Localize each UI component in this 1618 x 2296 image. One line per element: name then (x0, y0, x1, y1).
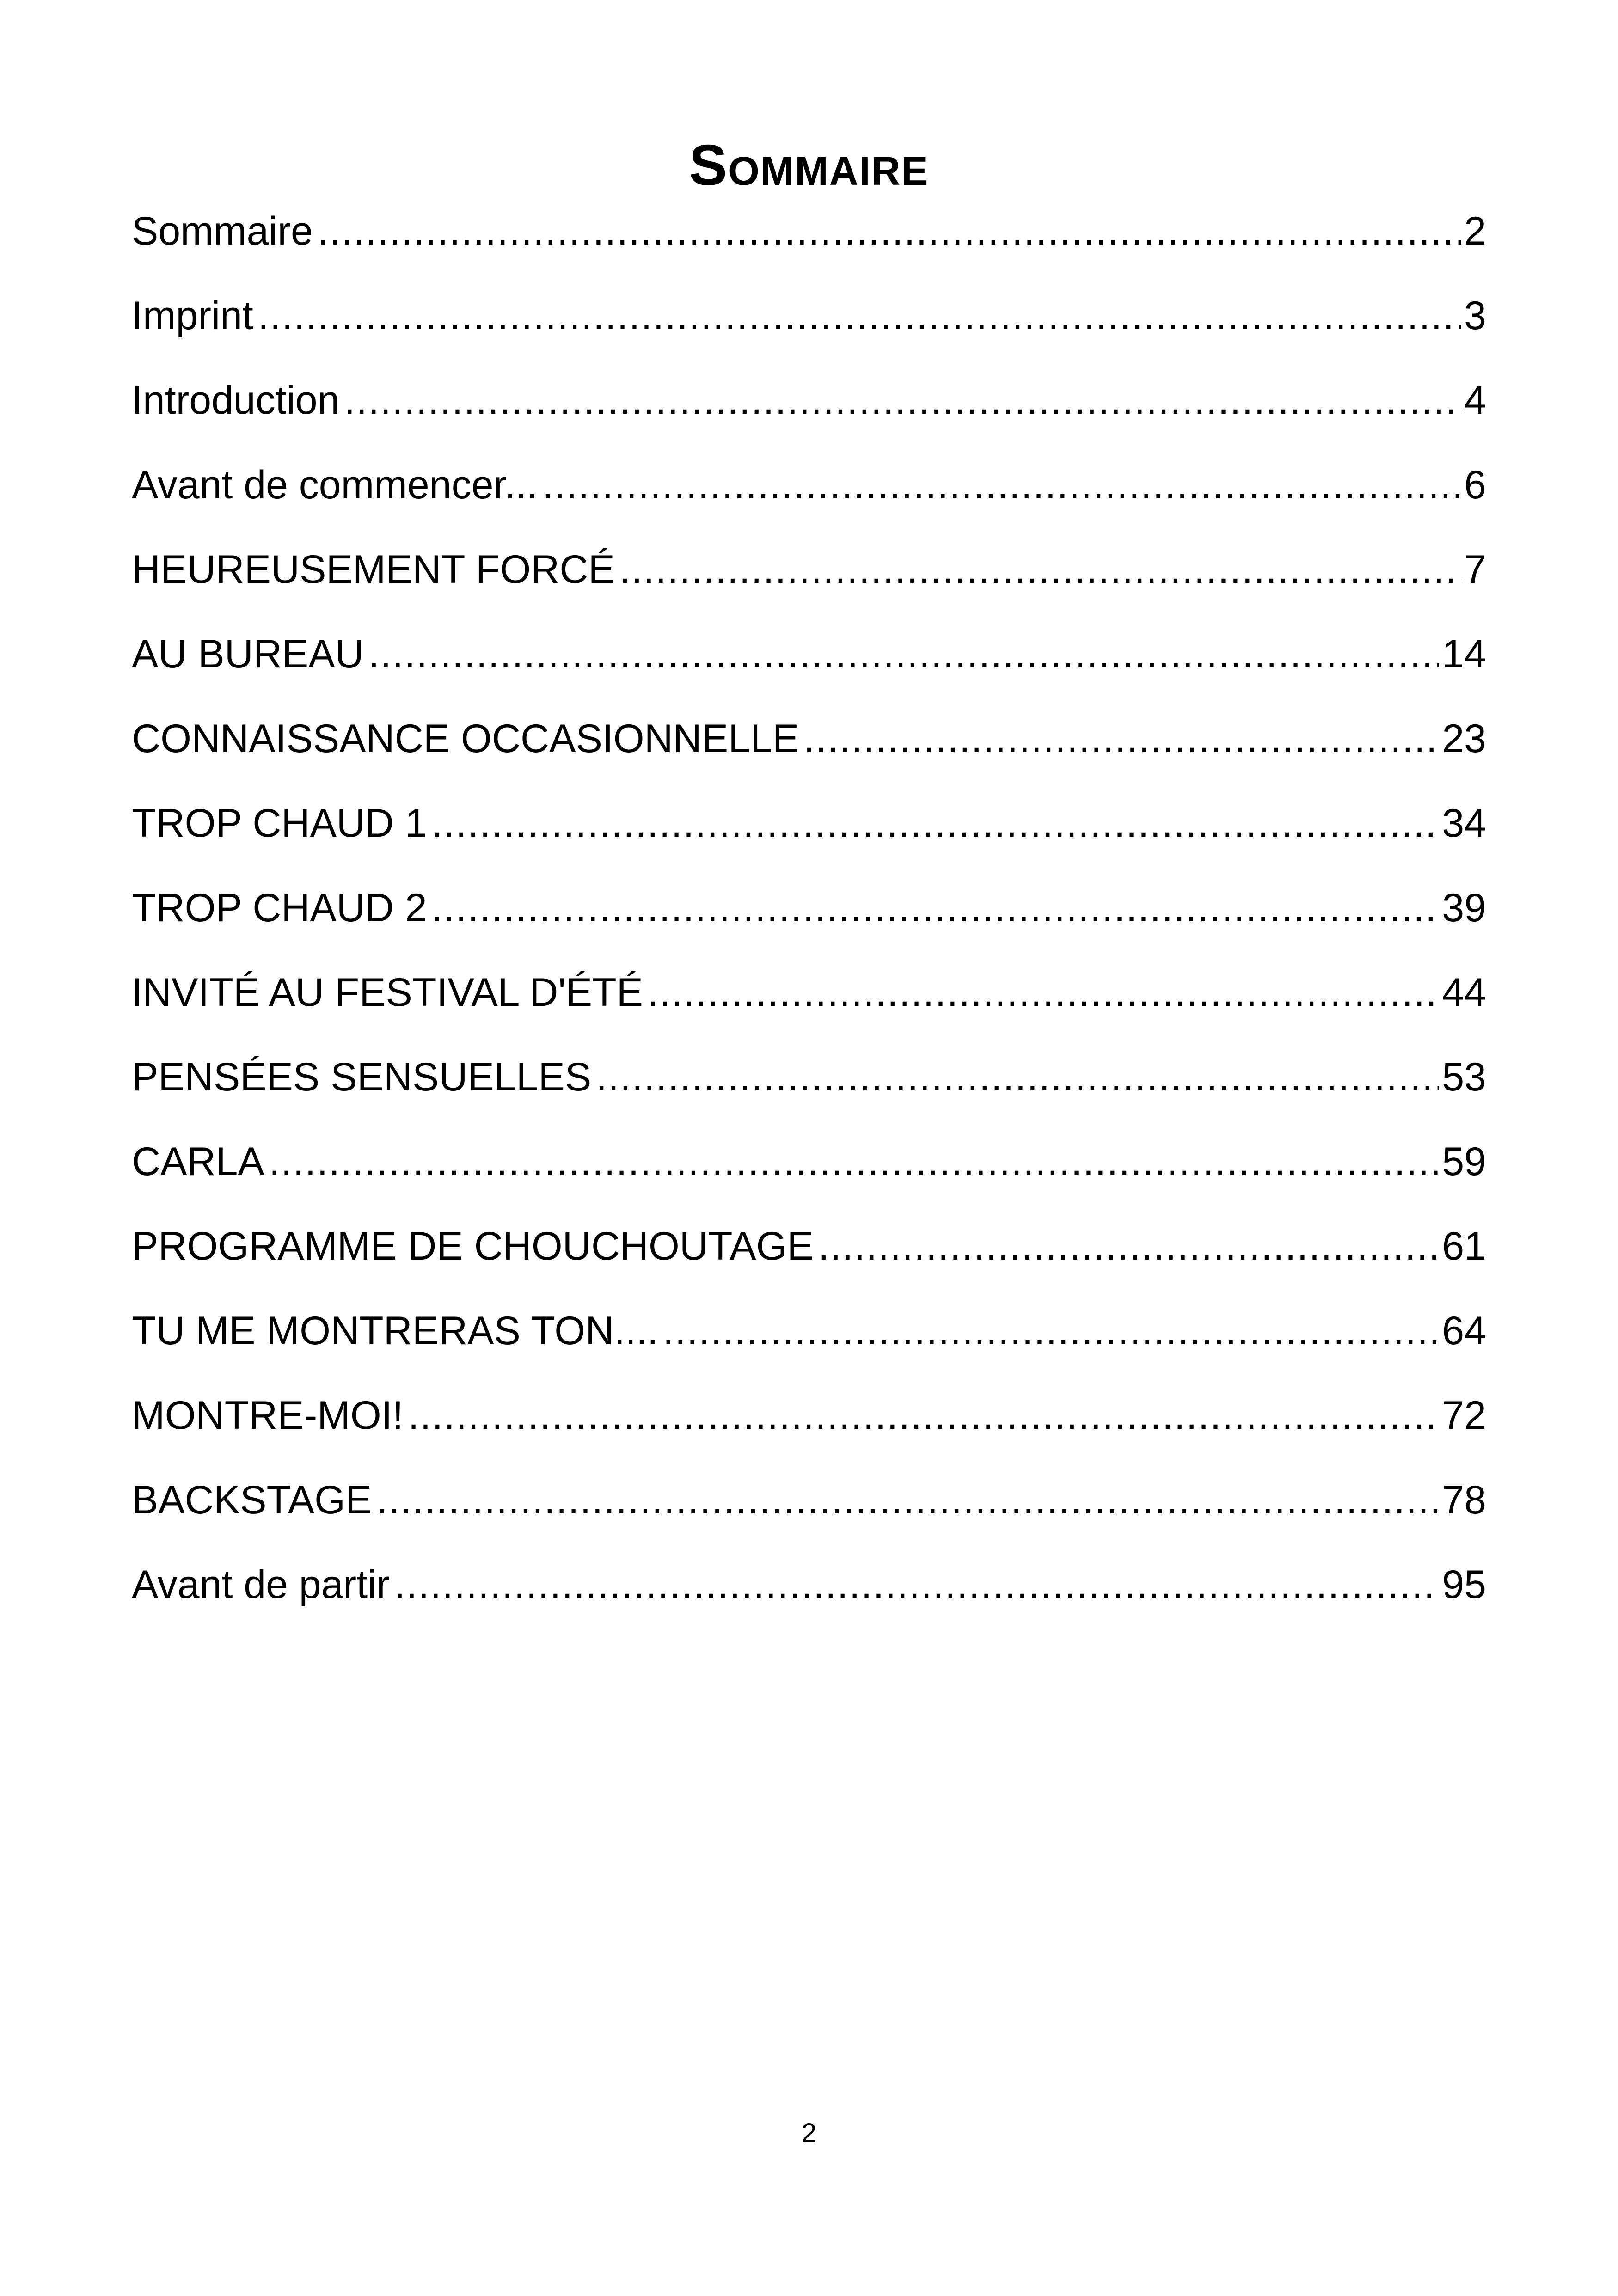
dot-leader (258, 279, 1461, 353)
toc-entry-page: 95 (1442, 1562, 1486, 1607)
toc-entry-introduction[interactable] (132, 363, 1486, 448)
dot-leader (318, 194, 1461, 268)
toc-entry-label: Sommaire (132, 209, 313, 253)
toc-entry-trop-chaud-1[interactable] (132, 786, 1486, 871)
toc-entry-programme-de-chouchoutage[interactable] (132, 1209, 1486, 1294)
dot-leader (619, 533, 1461, 606)
toc-entry-label: Imprint (132, 294, 253, 338)
dot-leader (344, 363, 1461, 437)
toc-entry-page: 34 (1442, 801, 1486, 845)
toc-entry-page: 3 (1464, 294, 1486, 338)
toc-entry-label: Avant de partir (132, 1562, 390, 1607)
toc-entry-label: CARLA (132, 1139, 264, 1184)
toc-entry-heureusement-force[interactable] (132, 533, 1486, 617)
toc-entry-label: INVITÉ AU FESTIVAL D'ÉTÉ (132, 970, 643, 1015)
toc-entry-label: PROGRAMME DE CHOUCHOUTAGE (132, 1224, 814, 1268)
toc-entry-au-bureau[interactable] (132, 617, 1486, 702)
toc-entry-pensees-sensuelles[interactable] (132, 1040, 1486, 1125)
toc-entry-label: MONTRE-MOI! (132, 1393, 404, 1438)
toc-entry-page: 39 (1442, 886, 1486, 930)
dot-leader (596, 1040, 1439, 1114)
toc-entry-page: 59 (1442, 1139, 1486, 1184)
toc-entry-label: Introduction (132, 378, 340, 422)
dot-leader (394, 1548, 1440, 1622)
toc-entry-page: 64 (1442, 1309, 1486, 1353)
dot-leader (663, 1294, 1440, 1368)
dot-leader (269, 1125, 1440, 1199)
toc-entry-page: 53 (1442, 1055, 1486, 1099)
toc-entry-avant-de-partir[interactable] (132, 1548, 1486, 1632)
toc-entry-backstage[interactable] (132, 1463, 1486, 1548)
dot-leader (368, 617, 1440, 691)
toc-entry-label: AU BUREAU (132, 632, 364, 676)
toc-entry-avant-de-commencer[interactable] (132, 448, 1486, 533)
dot-leader (542, 448, 1461, 522)
dot-leader (432, 786, 1440, 860)
toc-entry-carla[interactable] (132, 1125, 1486, 1209)
toc-entry-tu-me-montreras-ton[interactable] (132, 1294, 1486, 1378)
toc-entry-page: 2 (1464, 209, 1486, 253)
toc-entry-page: 78 (1442, 1478, 1486, 1522)
toc-entry-page: 6 (1464, 463, 1486, 507)
dot-leader (803, 702, 1439, 776)
toc-entry-page: 44 (1442, 970, 1486, 1015)
toc-entry-page: 72 (1442, 1393, 1486, 1438)
toc-entry-trop-chaud-2[interactable] (132, 871, 1486, 955)
toc-entry-page: 61 (1442, 1224, 1486, 1268)
toc-entry-page: 14 (1442, 632, 1486, 676)
dot-leader (648, 955, 1439, 1029)
toc-entry-label: TU ME MONTRERAS TON.... (132, 1309, 658, 1353)
toc-entry-label: PENSÉES SENSUELLES (132, 1055, 592, 1099)
toc-entry-montre-moi[interactable] (132, 1378, 1486, 1463)
dot-leader (408, 1378, 1440, 1452)
toc-entry-label: CONNAISSANCE OCCASIONNELLE (132, 716, 799, 761)
toc-entry-label: BACKSTAGE (132, 1478, 372, 1522)
toc-entry-label: TROP CHAUD 1 (132, 801, 427, 845)
toc-entry-page: 4 (1464, 378, 1486, 422)
toc-entry-label: Avant de commencer... (132, 463, 538, 507)
toc-entry-imprint[interactable] (132, 279, 1486, 363)
toc-entry-connaissance-occasionnelle[interactable] (132, 702, 1486, 786)
dot-leader (376, 1463, 1439, 1537)
toc-entry-invite-au-festival[interactable] (132, 955, 1486, 1040)
page-title: Sommaire (689, 134, 929, 198)
page-number: 2 (801, 2118, 817, 2148)
toc-entry-label: HEUREUSEMENT FORCÉ (132, 547, 615, 592)
toc-entry-label: TROP CHAUD 2 (132, 886, 427, 930)
table-of-contents (132, 194, 1486, 1632)
toc-entry-page: 7 (1464, 547, 1486, 592)
dot-leader (432, 871, 1440, 945)
toc-entry-sommaire[interactable] (132, 194, 1486, 279)
toc-entry-page: 23 (1442, 716, 1486, 761)
dot-leader (818, 1209, 1440, 1283)
